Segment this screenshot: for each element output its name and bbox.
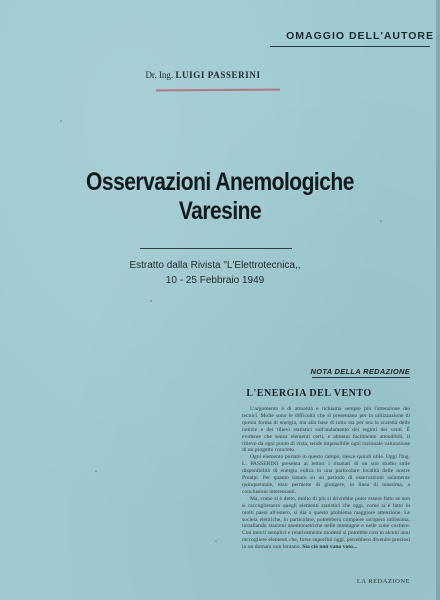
extract-source: Estratto dalla Rivista "L'Elettrotecnica,, [129, 260, 301, 271]
editorial-note-label: NOTA DELLA REDAZIONE [310, 367, 410, 376]
paper-edge [436, 0, 440, 600]
author-name: LUIGI PASSERINI [175, 70, 261, 80]
article-paragraph-text: Ma, come si è detto, molto di più si dovrebbe poter essere fatto se non si raccogliessero quegli elementi statistici che oggi, come si è fatto in molti paesi all'estero, si dia a questo problema maggiore attenzione. Le società elettriche, in particolare, potrebbero compiere un'opera utilissima, installando stazioni anemometriche nelle montagne e nelle zone costiere. Con mezzi semplici e relativamente modesti si potrebbe così in alcuni anni raccogliere elementi che, forse superflui oggi, potrebbero divenire preziosi in un domani non lontano. [242, 495, 410, 551]
article-paragraph [242, 496, 410, 551]
author-line [128, 70, 278, 80]
homage-label: OMAGGIO DELL'AUTORE [286, 30, 434, 42]
paper-speck [215, 540, 217, 542]
paper-speck [150, 300, 152, 302]
author-red-underline [156, 89, 280, 92]
paper-speck [95, 470, 97, 472]
document-title: Osservazioni Anemologiche Varesine [86, 168, 354, 225]
article-paragraph: L'argomento è di attualità e richiama sempre più l'attenzione dei tecnici. Molte sono le difficoltà che si presentano per la utilizzazione di questa forma di energia, ma alla base di tutto sta per ora la scarsità delle notizie e dei rilievi statistici sull'andamento dei regimi dei venti. È evidente che senza elementi certi, e almeno facilmente attendibili, il rilievo da ogni punto di vista, rende impossibile ogni razionale valutazione di un progetto concreto. [242, 406, 410, 454]
editorial-signature: LA REDAZIONE [356, 578, 410, 585]
paper-speck [380, 220, 382, 222]
title-divider [140, 248, 292, 249]
homage-underline [270, 46, 430, 47]
author-prefix: Dr. Ing. [145, 70, 174, 80]
extract-date: 10 - 25 Febbraio 1949 [165, 275, 265, 286]
article-paragraph: Ogni elemento portato in questo campo, riesce quindi utile. Oggi l'Ing. L. PASSERINI presenta ai lettori i risultati di un suo studio sulle disponibilità di energia eolica in una particolare località delle nostre Prealpi. Per quanto basato su un periodo di osservazioni solamente quinquennale, esso permette di giungere, in linea di massima, a conclusioni interessanti. [242, 454, 410, 495]
article-body [242, 406, 410, 551]
paper-speck [60, 120, 62, 122]
article-title: L'ENERGIA DEL VENTO [246, 388, 372, 399]
extract-info [110, 258, 320, 288]
editorial-note-underline [312, 377, 410, 378]
article-ending: Sia ciò non vano voto... [302, 544, 358, 551]
